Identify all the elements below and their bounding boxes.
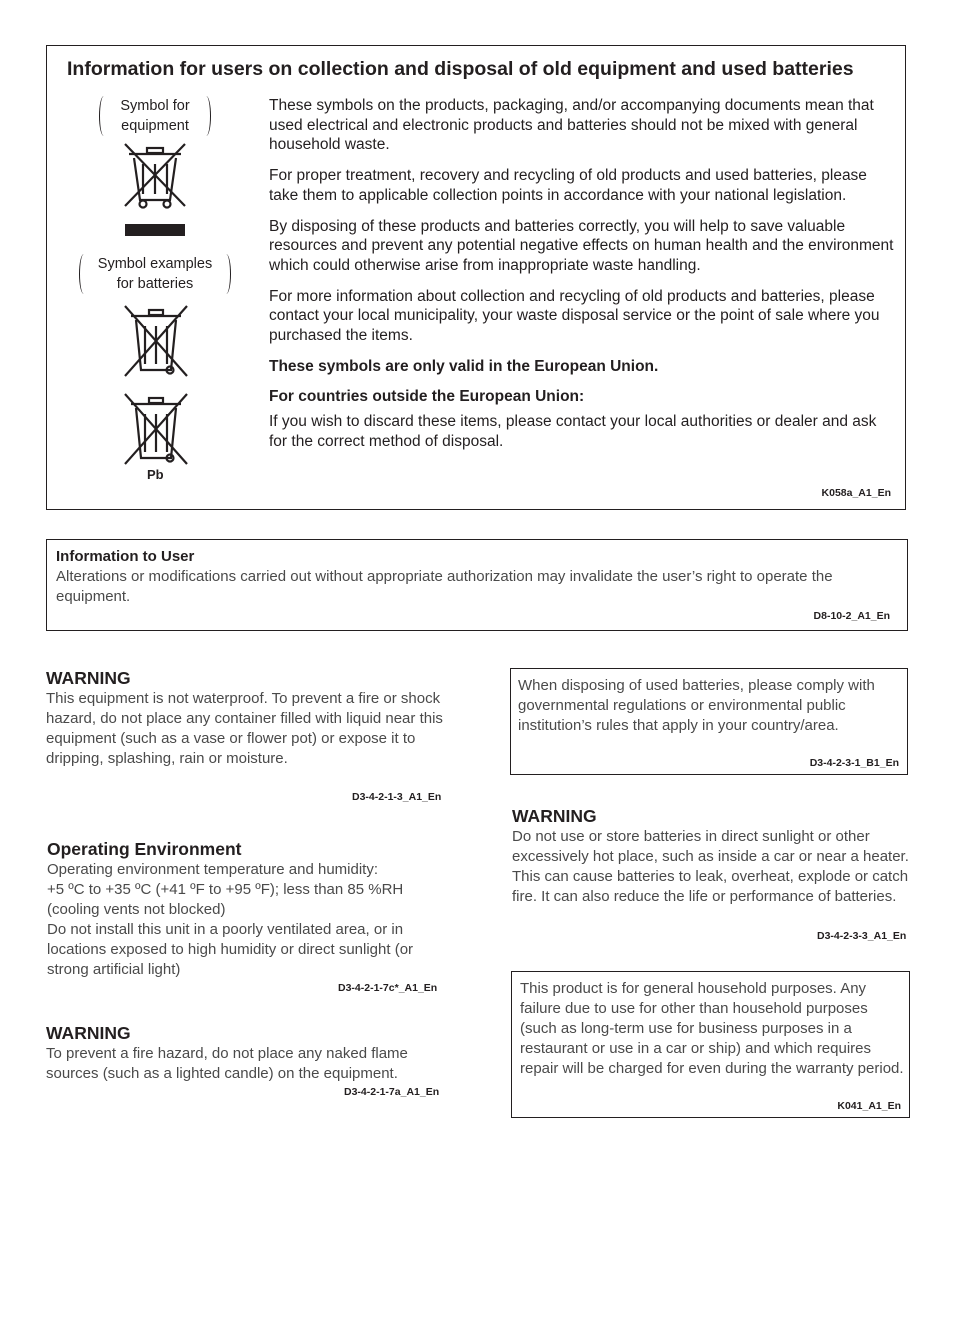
symbol-equipment-label (109, 96, 201, 136)
warning-flame-code: D3-4-2-1-7a_A1_En (344, 1086, 440, 1098)
right-paren (203, 96, 211, 136)
user-info-box (46, 539, 908, 631)
crossed-bin-equipment-icon (121, 140, 191, 236)
symbol-equipment-label-line2: equipment (121, 118, 189, 134)
disposal-info-box (46, 45, 906, 510)
right-paren (223, 254, 231, 294)
warning-batteries-body: Do not use or store batteries in direct sunlight or other excessively hot place, such as inside a car or near a heater. This can cause batteries to leak, overheat, explode or catch fire. It can also reduce the life or performance of batteries. (512, 828, 909, 905)
disposal-code: K058a_A1_En (821, 487, 891, 499)
disposal-text (269, 96, 895, 463)
warning-flame-title: WARNING (46, 1023, 131, 1043)
warning-batteries (512, 805, 912, 907)
crossed-bin-battery-icon (121, 304, 191, 378)
symbol-equipment-label-line1: Symbol for (120, 98, 190, 114)
warning-waterproof-title: WARNING (46, 668, 131, 688)
household-code: K041_A1_En (837, 1100, 901, 1112)
battery-disposal-body: When disposing of used batteries, please comply with governmental regulations or environmental public institution’s rules that apply in your country/area. (518, 677, 875, 734)
battery-disposal-box (510, 668, 908, 775)
disposal-paragraph-4: For more information about collection and recycling of old products and batteries, please contact your local municipality, your waste disposal service or the point of sale where you purchased the items. (269, 287, 880, 345)
symbol-batteries-label-line1: Symbol examples (97, 256, 213, 272)
warning-batteries-title: WARNING (512, 806, 597, 826)
warning-waterproof-body: This equipment is not waterproof. To prevent a fire or shock hazard, do not place any container filled with liquid near this equipment (such as a vase or flower pot) or expose it to dripping, splashing, rain or moisture. (46, 690, 443, 767)
user-info-body: Alterations or modifications carried out without appropriate authorization may invalidate the user’s right to operate the equipment. (56, 568, 833, 605)
symbol-batteries-label (89, 254, 221, 294)
user-info-title: Information to User (56, 548, 195, 565)
disposal-info-title: Information for users on collection and disposal of old equipment and used batteries (67, 58, 854, 80)
left-paren (99, 96, 107, 136)
pb-label: Pb (147, 467, 164, 482)
warning-flame-body: To prevent a fire hazard, do not place any naked flame sources (such as a lighted candle) on the equipment. (46, 1045, 408, 1082)
left-paren (79, 254, 87, 294)
eu-only-note: These symbols are only valid in the European Union. (269, 357, 659, 375)
operating-env-code: D3-4-2-1-7c*_A1_En (338, 982, 438, 994)
disposal-paragraph-2: For proper treatment, recovery and recycling of old products and used batteries, please take them to applicable collection points in accordance with your national legislation. (269, 167, 867, 204)
household-body: This product is for general household purposes. Any failure due to use for other than household purposes (such as long-term use for business purposes in a restaurant or use in a car or ship) and which requires repair will be charged for even during the warranty period. (520, 980, 904, 1077)
operating-env-title: Operating Environment (47, 839, 242, 859)
outside-eu-title: For countries outside the European Union: (269, 388, 585, 406)
operating-env-line3: Do not install this unit in a poorly ventilated area, or in locations exposed to high humidity or direct sunlight (or strong artificial light) (47, 920, 414, 978)
symbol-batteries-label-line2: for batteries (116, 276, 194, 292)
disposal-paragraph-1: These symbols on the products, packaging, and/or accompanying documents mean that used electrical and electronic products and batteries should not be mixed with general household waste. (269, 97, 874, 154)
operating-env-line1: Operating environment temperature and humidity: (47, 861, 379, 878)
crossed-bin-battery-pb-icon (121, 392, 191, 466)
warning-waterproof (46, 667, 446, 769)
operating-environment (47, 838, 447, 979)
disposal-paragraph-3: By disposing of these products and batteries correctly, you will help to save valuable resources and prevent any potential negative effects on human health and the environment which could otherwise arise from inappropriate waste handling. (269, 217, 894, 274)
warning-batteries-code: D3-4-2-3-3_A1_En (817, 930, 907, 942)
outside-eu-body: If you wish to discard these items, please contact your local authorities or dealer and ask for the correct method of disposal. (269, 413, 877, 450)
warning-flame (46, 1022, 446, 1084)
user-info-code: D8-10-2_A1_En (813, 610, 890, 622)
battery-disposal-code: D3-4-2-3-1_B1_En (809, 757, 899, 769)
household-box (511, 971, 910, 1118)
warning-waterproof-code: D3-4-2-1-3_A1_En (352, 791, 442, 803)
operating-env-line2: +5 ºC to +35 ºC (+41 ºF to +95 ºF); less than 85 %RH (cooling vents not blocked) (47, 880, 404, 918)
